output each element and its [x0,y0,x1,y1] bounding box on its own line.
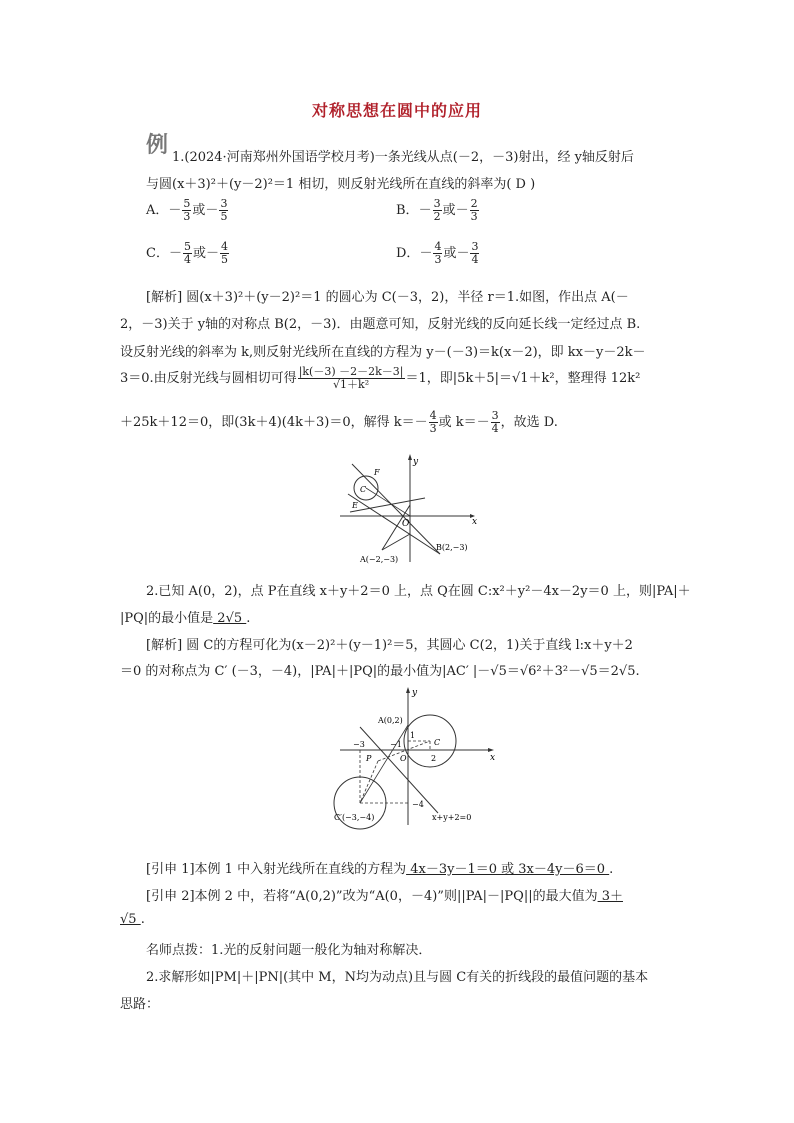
q2-line2: |PQ|的最小值是 2√5 . [120,611,251,626]
fig2-label-n3: −3 [353,740,365,749]
fig2-label-line: x+y+2=0 [432,813,472,822]
fig1-label-e: E [352,501,358,510]
fig1-incident-2 [382,534,410,550]
ext2-answer-part2: √5 [120,912,141,927]
page-title: 对称思想在圆中的应用 [311,101,482,120]
q2-line1: 2.已知 A(0，2)，点 P在直线 x＋y＋2＝0 上，点 Q在圆 C:x²＋y²－4x－2y＝0 上，则|PA|＋ [146,584,691,599]
sol1-line1: [解析] 圆(x＋3)²＋(y－2)²＝1 的圆心为 C(－3，2)，半径 r＝1.如图，作出点 A(－ [146,290,629,305]
fig2-label-p: P [366,754,372,763]
fig1-label-b: B(2,−3) [436,543,468,552]
ext2-answer-part1: 3＋ [597,889,623,904]
fig2-label-x: x [490,753,496,763]
sol2-line1: [解析] 圆 C的方程可化为(x－2)²＋(y－1)²＝5，其圆心 C(2，1)关于直线 l:x＋y＋2 [146,638,633,653]
fig2-label-n4: −4 [412,800,424,809]
fig2-label-y: y [412,688,418,698]
sol1-line4: 3＝0.由反射光线与圆相切可得 $\frac{|k(-3) -2-2k-3|}{\text{√1＋k²}}$ ＝1，即|5k＋5|＝√1＋k²，整理得 12k² [120,365,641,391]
option-c: C．－ $\frac{5}{4}$ 或－ $\frac{4}{5}$ [146,240,228,266]
fig2-label-2: 2 [431,754,437,763]
ext1-answer: 4x－3y－1＝0 或 3x－4y－6＝0 [406,862,610,877]
ext1-line: [引申 1]本例 1 中入射光线所在直线的方程为 4x－3y－1＝0 或 3x－4y－6＝0 . [146,862,614,877]
fig1-label-x: x [472,517,478,527]
tips-line3: 思路： [120,997,160,1012]
option-d: D．－ $\frac{4}{3}$ 或－ $\frac{3}{4}$ [396,240,479,266]
option-a: A．－ $\frac{5}{3}$ 或－ $\frac{3}{5}$ [146,197,228,223]
tips-line2: 2.求解形如|PM|＋|PN|(其中 M，N均为动点)且与圆 C有关的折线段的最值问题的基本 [146,970,649,985]
fig2-label-n1: −1 [390,740,402,749]
fig2-label-1: 1 [410,731,416,740]
fig1-label-f: F [374,468,380,477]
ext2-line: [引申 2]本例 2 中，若将“A(0,2)”改为“A(0，－4)”则||PA|－|PQ||的最大值为 3＋ [146,889,623,904]
figure-2 [320,685,500,830]
figure-1 [330,450,490,570]
tips-line1: 名师点拨：1.光的反射问题一般化为轴对称解决． [146,943,432,958]
sol1-line2: 2，－3)关于 y轴的对称点 B(2，－3)．由题意可知，反射光线的反向延长线一定经过点 B. [120,317,641,332]
q2-answer: 2√5 [213,611,247,626]
sol1-line3: 设反射光线的斜率为 k,则反射光线所在直线的方程为 y－(－3)＝k(x－2)，即 kx－y－2k－ [120,345,646,360]
sol2-line2: ＝0 的对称点为 C′ (－3，－4)，|PA|＋|PQ|的最小值为|AC′ |－√5＝√6²＋3²－√5＝2√5. [120,664,640,679]
sol1-line5: ＋25k＋12＝0，即(3k＋4)(4k＋3)＝0，解得 k＝－ $\frac{4}{3}$ 或 k＝－ $\frac{3}{4}$ ，故选 D. [120,409,558,435]
fig2-label-cprime: C′(−3,−4) [334,813,375,822]
fig2-label-o: O [400,754,407,763]
fig2-label-a: A(0,2) [378,716,403,725]
q1-line1: 1.(2024·河南郑州外国语学校月考)一条光线从点(－2，－3)射出，经 y轴反射后 [172,150,634,165]
option-b: B．－ $\frac{3}{2}$ 或－ $\frac{2}{3}$ [396,197,478,223]
fig1-label-y: y [413,457,419,467]
q1-line2: 与圆(x＋3)²＋(y－2)²＝1 相切，则反射光线所在直线的斜率为( D ) [146,177,536,192]
example-mark: 例 [146,132,168,158]
fig1-label-o: O [402,519,410,529]
fig2-ac-line [360,725,408,803]
fig1-reflect-line-2 [348,494,440,554]
fig1-label-a: A(−2,−3) [360,555,399,564]
fig2-label-c: C [434,738,441,747]
ext2-line2: √5 . [120,912,145,927]
fig1-label-c: C [360,485,367,494]
